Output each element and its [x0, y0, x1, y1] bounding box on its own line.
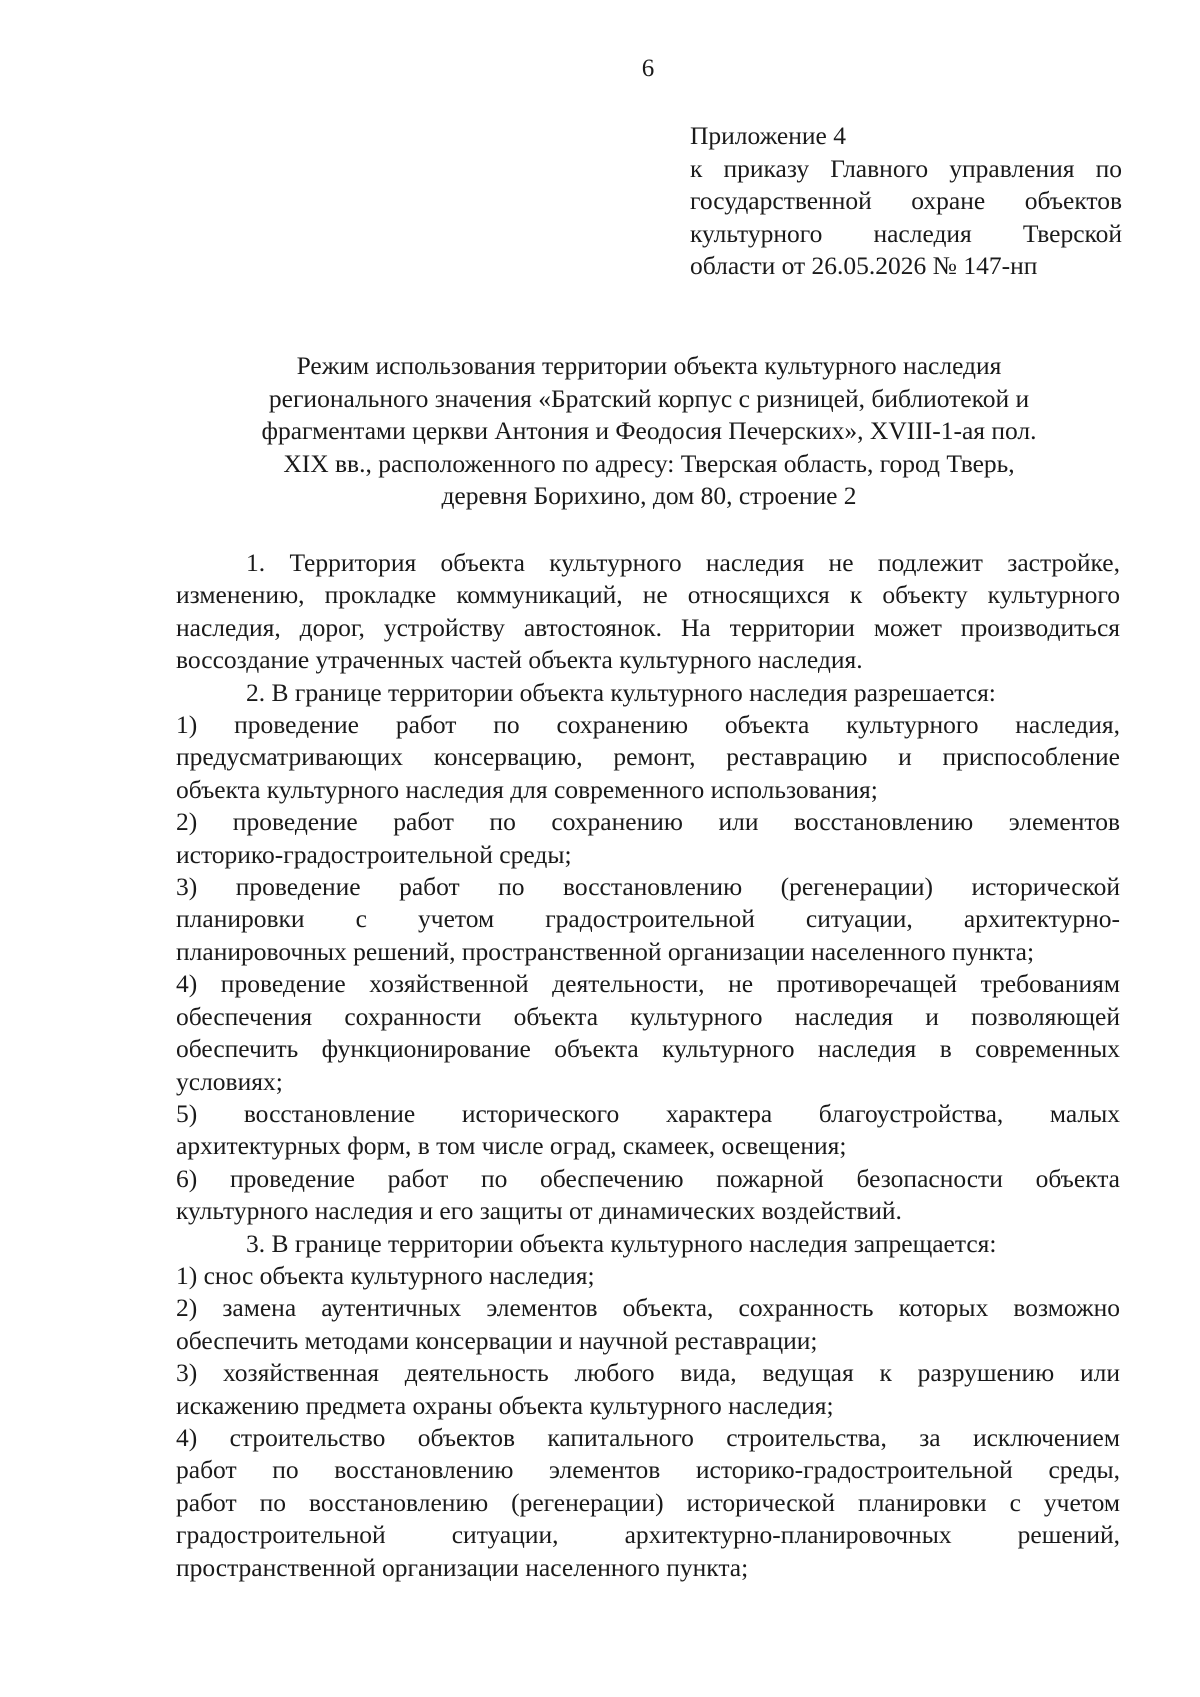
section-3-heading: 3. В границе территории объекта культурного наследия запрещается: — [246, 1228, 997, 1258]
list-item-line: архитектурных форм, в том числе оград, скамеек, освещения; — [176, 1131, 847, 1161]
appendix-line: Приложение 4 — [690, 121, 846, 150]
appendix-line: области от 26.05.2026 № 147-нп — [690, 251, 1038, 280]
list-item-line: 6) проведение работ по обеспечению пожарной безопасности объекта — [176, 1163, 1120, 1193]
title-line: фрагментами церкви Антония и Феодосия Печерских», XVIII-1-ая пол. — [261, 416, 1037, 446]
list-item-line: условиях; — [176, 1066, 283, 1096]
title-line: деревня Борихино, дом 80, строение 2 — [441, 481, 857, 511]
list-item-line: 2) проведение работ по сохранению или восстановлению элементов — [176, 807, 1120, 837]
list-item-line: предусматривающих консервацию, ремонт, реставрацию и приспособление — [176, 742, 1120, 772]
paragraph-1-line: изменению, прокладке коммуникаций, не относящихся к объекту культурного — [176, 580, 1120, 610]
list-item-line: 2) замена аутентичных элементов объекта, сохранность которых возможно — [176, 1293, 1120, 1323]
list-item-line: градостроительной ситуации, архитектурно-планировочных решений, — [176, 1520, 1120, 1550]
section-2-heading: 2. В границе территории объекта культурного наследия разрешается: — [246, 677, 996, 707]
list-item-line: искажению предмета охраны объекта культурного наследия; — [176, 1390, 834, 1420]
list-item-line: обеспечить методами консервации и научной реставрации; — [176, 1325, 818, 1355]
list-item-line: 4) строительство объектов капитального строительства, за исключением — [176, 1422, 1120, 1452]
list-item-line: 1) проведение работ по сохранению объекта культурного наследия, — [176, 710, 1120, 740]
paragraph-1-line: 1. Территория объекта культурного наследия не подлежит застройке, — [246, 548, 1120, 577]
document-body — [176, 547, 1120, 1584]
list-item-line: 3) хозяйственная деятельность любого вида, ведущая к разрушению или — [176, 1358, 1120, 1388]
list-item-line: 1) снос объекта культурного наследия; — [176, 1260, 595, 1290]
list-item-line: работ по восстановлению элементов историко-градостроительной среды, — [176, 1455, 1120, 1485]
page-number: 6 — [641, 55, 655, 82]
appendix-line: культурного наследия Тверской — [690, 218, 1122, 248]
appendix-line: к приказу Главного управления по — [690, 153, 1122, 183]
list-item-line: 3) проведение работ по восстановлению (регенерации) исторической — [176, 872, 1120, 902]
list-item-line: историко-градостроительной среды; — [176, 839, 572, 869]
list-item-line: пространственной организации населенного пункта; — [176, 1552, 749, 1582]
list-item-line: работ по восстановлению (регенерации) исторической планировки с учетом — [176, 1487, 1120, 1517]
title-line: XIX вв., расположенного по адресу: Тверская область, город Тверь, — [283, 448, 1015, 478]
list-item-line: планировочных решений, пространственной организации населенного пункта; — [176, 936, 1035, 966]
title-line: Режим использования территории объекта культурного наследия — [296, 351, 1002, 380]
document-title — [178, 350, 1120, 513]
list-item-line: планировки с учетом градостроительной ситуации, архитектурно- — [176, 904, 1120, 934]
list-item-line: объекта культурного наследия для современного использования; — [176, 774, 878, 804]
list-item-line: обеспечить функционирование объекта культурного наследия в современных — [176, 1034, 1120, 1064]
list-item-line: 5) восстановление исторического характера благоустройства, малых — [176, 1098, 1120, 1128]
appendix-header — [690, 120, 1122, 283]
list-item-line: культурного наследия и его защиты от динамических воздействий. — [176, 1196, 902, 1226]
list-item-line: 4) проведение хозяйственной деятельности, не противоречащей требованиям — [176, 969, 1120, 999]
list-item-line: обеспечения сохранности объекта культурного наследия и позволяющей — [176, 1001, 1120, 1031]
title-line: регионального значения «Братский корпус с ризницей, библиотекой и — [268, 383, 1030, 413]
appendix-line: государственной охране объектов — [690, 186, 1122, 215]
paragraph-1-line: воссоздание утраченных частей объекта культурного наследия. — [176, 645, 863, 675]
paragraph-1-line: наследия, дорог, устройству автостоянок. На территории может производиться — [176, 612, 1120, 642]
